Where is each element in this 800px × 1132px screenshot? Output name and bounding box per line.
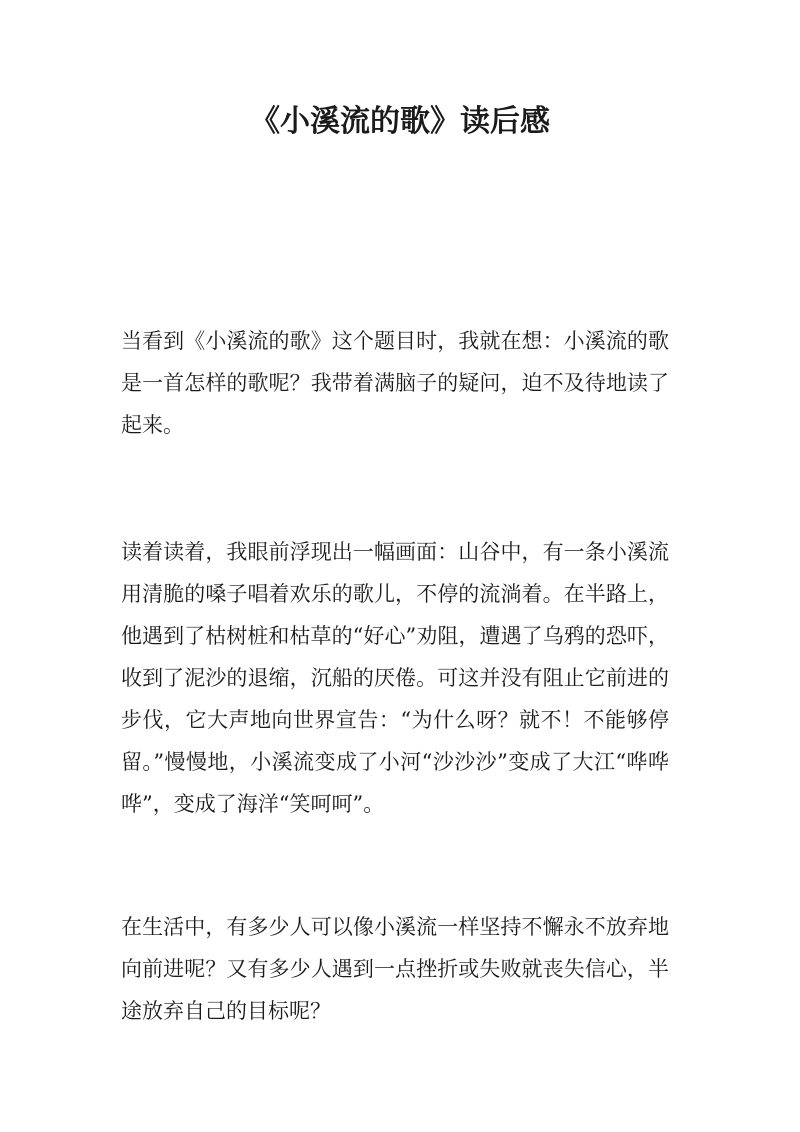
- paragraph-1: 当看到《小溪流的歌》这个题目时，我就在想：小溪流的歌是一首怎样的歌呢？我带着满脑子的疑问，迫不及待地读了起来。: [121, 329, 669, 437]
- paragraph-3: 在生活中，有多少人可以像小溪流一样坚持不懈永不放弃地向前进呢？又有多少人遇到一点挫折或失败就丧失信心，半途放弃自己的目标呢？: [121, 915, 669, 1023]
- document-title: 《小溪流的歌》读后感: [250, 104, 550, 139]
- paragraph-2: 读着读着，我眼前浮现出一幅画面：山谷中，有一条小溪流用清脆的嗓子唱着欢乐的歌儿，不停的流淌着。在半路上，他遇到了枯树桩和枯草的“好心”劝阻，遭遇了乌鸦的恐吓，收到了泥沙的退缩，沉船的厌倦。可这并没有阻止它前进的步伐，它大声地向世界宣告：“为什么呀？就不！不能够停留。”慢慢地，小溪流变成了小河“沙沙沙”变成了大江“哗哗哗”，变成了海洋“笑呵呵”。: [121, 540, 669, 816]
